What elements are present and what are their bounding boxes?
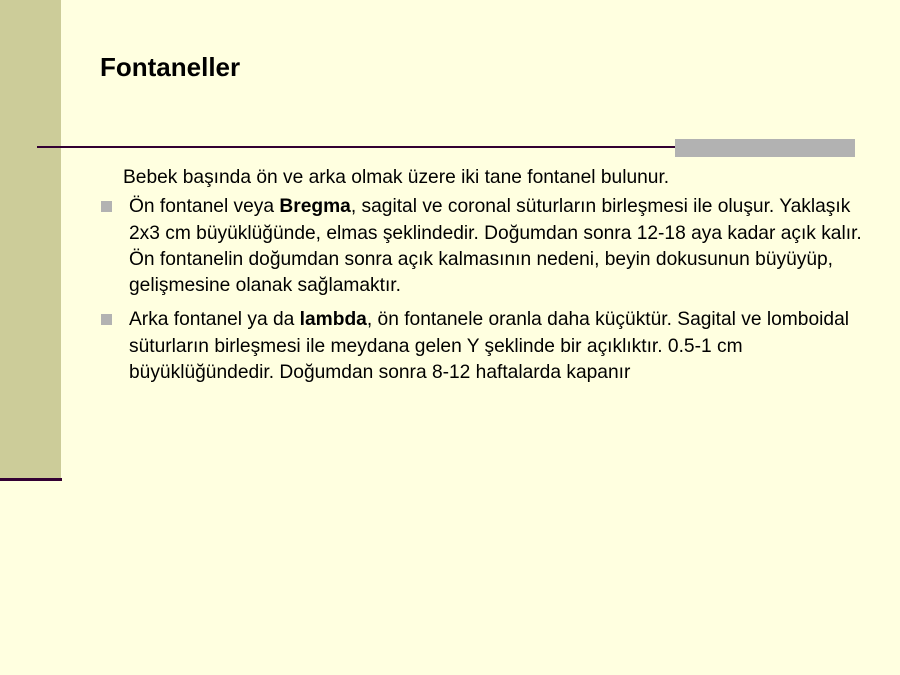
divider-accent-block bbox=[675, 139, 855, 157]
square-bullet-icon bbox=[101, 314, 112, 325]
bullet-item-posterior-fontanel bbox=[100, 307, 862, 386]
bullet-text-before: Arka fontanel ya da bbox=[129, 309, 300, 331]
bullet-text-after: , sagital ve coronal süturların birleşmesi ile oluşur. Yaklaşık 2x3 cm büyüklüğünde, elmas şeklindedir. Doğumdan sonra 12-18 aya kadar açık kalır. Ön fontanelin doğumdan sonra açık kalmasının nedeni, beyin dokusunun büyüyüp, gelişmesine olanak sağlamaktır. bbox=[129, 196, 862, 297]
bullet-item-anterior-fontanel bbox=[100, 194, 862, 299]
bullet-text-after: , ön fontanele oranla daha küçüktür. Sagital ve lomboidal süturların birleşmesi ile meydana gelen Y şeklinde bir açıklıktır. 0.5-1 cm büyüklüğündedir. Doğumdan sonra 8-12 haftalarda kapanır bbox=[129, 309, 850, 384]
intro-text: Bebek başında ön ve arka olmak üzere iki tane fontanel bulunur. bbox=[123, 167, 670, 188]
side-bar-underline bbox=[0, 478, 62, 481]
bullet-term-bregma: Bregma bbox=[279, 196, 351, 218]
slide-body bbox=[100, 165, 862, 394]
side-bar bbox=[0, 0, 61, 478]
slide-title: Fontaneller bbox=[100, 52, 241, 82]
bullet-term-lambda: lambda bbox=[299, 309, 367, 331]
bullet-text-before: Ön fontanel veya bbox=[129, 196, 280, 218]
square-bullet-icon bbox=[101, 201, 112, 212]
